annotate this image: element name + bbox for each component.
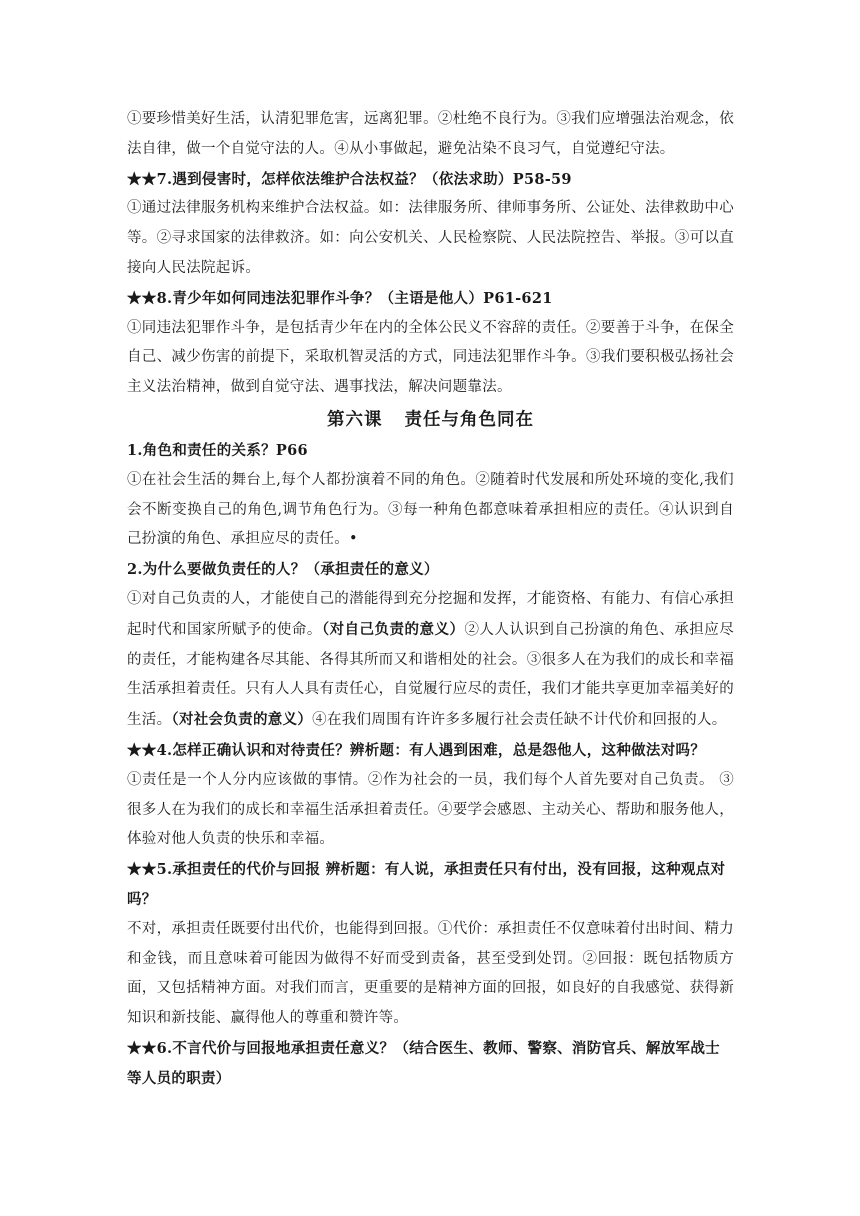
text-run: ①对自己负责的人，才能使自己的潜能得到充分挖掘和发挥，才能资格、有能力、有信心承担起时代和国家所赋予的使命。 (127, 590, 734, 638)
question-heading: ★★4.怎样正确认识和对待责任？辨析题：有人遇到困难，总是怨他人，这种做法对吗？ (127, 741, 706, 759)
paragraph: ①要珍惜美好生活，认清犯罪危害，远离犯罪。②杜绝不良行为。③我们应增强法治观念，依法自律，做一个自觉守法的人。④从小事做起，避免沾染不良习气，自觉遵纪守法。 (127, 111, 734, 157)
paragraph: ①责任是一个人分内应该做的事情。②作为社会的一员，我们每个人首先要对自己负责。 ③很多人在为我们的成长和幸福生活承担着责任。④要学会感恩、主动关心、帮助和服务他人，体验对他人负责的快乐和幸福。 (127, 771, 734, 848)
question-heading: 2.为什么要做负责任的人？（承担责任的意义） (127, 561, 439, 579)
bold-note: （对社会负责的意义） (171, 711, 313, 729)
bold-note: （对自己负责的意义） (321, 620, 465, 638)
question-heading: ★★8.青少年如何同违法犯罪作斗争？（主语是他人）P61-621 (127, 289, 553, 307)
document-page (127, 105, 734, 1094)
paragraph (127, 585, 734, 736)
paragraph: 不对，承担责任既要付出代价，也能得到回报。①代价：承担责任不仅意味着付出时间、精力和金钱，而且意味着可能因为做得不好而受到责备，甚至受到处罚。②回报：既包括物质方面，又包括精神方面。对我们而言，更重要的是精神方面的回报，如良好的自我感觉、获得新知识和新技能、赢得他人的尊重和赞许等。 (127, 920, 734, 1027)
question-heading: ★★7.遇到侵害时，怎样依法维护合法权益？（依法求助）P58-59 (127, 170, 572, 188)
question-heading: ★★6.不言代价与回报地承担责任意义？（结合医生、教师、警察、消防官兵、解放军战士等人员的职责） (127, 1039, 720, 1087)
lesson-title (127, 405, 734, 435)
paragraph: ①同违法犯罪作斗争，是包括青少年在内的全体公民义不容辞的责任。②要善于斗争，在保全自己、减少伤害的前提下，采取机智灵活的方式，同违法犯罪作斗争。③我们要积极弘扬社会主义法治精神，做到自觉守法、遇事找法，解决问题靠法。 (127, 319, 734, 396)
question-heading: ★★5.承担责任的代价与回报 辨析题：有人说，承担责任只有付出，没有回报，这种观点对吗？ (127, 861, 726, 908)
lesson-name: 责任与角色同在 (404, 409, 534, 430)
paragraph: ①在社会生活的舞台上,每个人都扮演着不同的角色。②随着时代发展和所处环境的变化,我们会不断变换自己的角色,调节角色行为。③每一种角色都意味着承担相应的责任。④认识到自己扮演的角色、承担应尽的责任。• (127, 471, 734, 548)
lesson-number: 第六课 (327, 409, 383, 430)
paragraph: ①通过法律服务机构来维护合法权益。如：法律服务所、律师事务所、公证处、法律救助中心等。②寻求国家的法律救济。如：向公安机关、人民检察院、人民法院控告、举报。③可以直接向人民法院起诉。 (127, 200, 734, 276)
text-run: ④在我们周围有许许多多履行社会责任缺不计代价和回报的人。 (312, 712, 727, 729)
text-run: ②人人认识到自己扮演的角色、承担应尽的责任，才能构建各尽其能、各得其所而又和谐相处的社会。③很多人在为我们的成长和幸福生活承担着责任。只有人人具有责任心，自觉履行应尽的责任，我们才能共享更加幸福美好的生活。 (127, 621, 734, 729)
question-heading: 1.角色和责任的关系？P66 (127, 441, 308, 459)
